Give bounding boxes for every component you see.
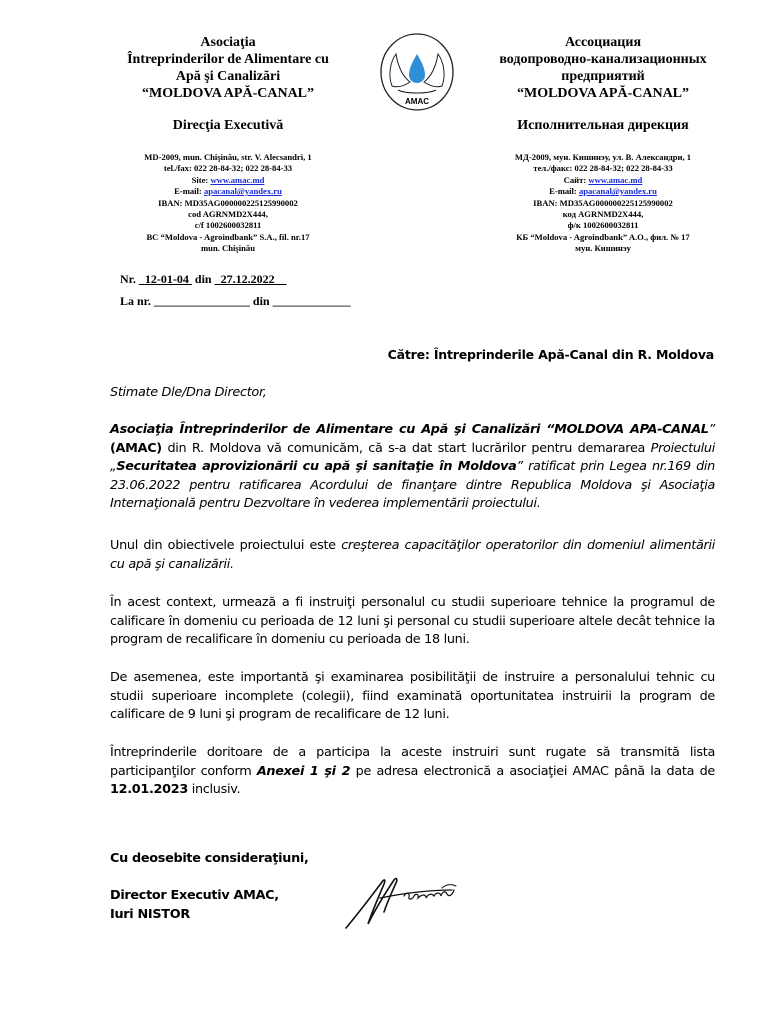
recipient: Către: Întreprinderile Apă-Canal din R. Moldova [387, 347, 714, 362]
contacts-ru: МД-2009, мун. Кишинэу, ул. В. Александри, 1 тел./факс: 022 28-84-32; 022 28-84-33 Сайт: www.amac.md E-mail: apacanal@yandex.ru IBAN: MD35AG000000225125990002 код AGRNMD2X444, ф/к 1002600032811 КБ “Moldova - Agroindbank” A.O., фил. № 17 мун. Кишинэу [514, 152, 692, 254]
email-link-ru[interactable]: apacanal@yandex.ru [578, 186, 657, 197]
paragraph-3: În acest context, urmează a fi instruiţi personalul cu studii superioare tehnice la programul de calificare în domeniu cu perioada de 12 luni şi personal cu studii superioare altele decât tehnice la program de recalificare în domeniu cu perioada de 18 luni. [110, 595, 715, 647]
org-name-ru: Ассоциация водопроводно-канализационных предприятий “MOLDOVA APĂ-CANAL” [499, 35, 707, 101]
site-link[interactable]: www.amac.md [210, 174, 265, 185]
registration-number: Nr. 12-01-04 din 27.12.2022 [120, 272, 275, 286]
closing: Cu deosebite consideraţiuni, [110, 851, 309, 866]
site-link-ru[interactable]: www.amac.md [588, 174, 643, 185]
salutation: Stimate Dle/Dna Director, [110, 385, 267, 400]
org-name-ro: Asociaţia Întreprinderilor de Alimentare cu Apă şi Canalizări “MOLDOVA APĂ-CANAL” [127, 35, 329, 101]
signatory-name: Iuri NISTOR [110, 907, 190, 922]
contacts-ro: MD-2009, mun. Chişinău, str. V. Alecsandri, 1 tel./fax: 022 28-84-32; 022 28-84-33 Site: www.amac.md E-mail: apacanal@yandex.ru IBAN: MD35AG000000225125990002 cod AGRNMD2X444, c/f 1002600032811 BC “Moldova - Agroindbank” S.A., fil. nr.17 mun. Chişinău [144, 152, 312, 254]
direction-ru: Исполнительная дирекция [517, 118, 689, 133]
amac-logo [378, 32, 456, 116]
header-left [103, 34, 353, 255]
reg-date-value: 27.12.2022 [220, 272, 275, 286]
paragraph-5: Întreprinderile doritoare de a participa la aceste instruiri sunt rugate să transmită lista participanţilor conform Anexei 1 şi 2 pe adresa electronică a asociaţiei AMAC până la data de 12.01.2023 inclusiv. [110, 745, 715, 797]
direction-ro: Direcţia Executivă [172, 118, 284, 133]
signatory-title: Director Executiv AMAC, [110, 888, 279, 903]
logo-text: AMAC [405, 97, 429, 106]
paragraph-2: Unul din obiectivele proiectului este creşterea capacităţilor operatorilor din domeniul alimentării cu apă şi canalizării. [110, 538, 715, 572]
paragraph-4: De asemenea, este importantă şi examinarea posibilităţii de instruire a personalului tehnic cu studii superioare incomplete (colegii), fiind examinată oportunitatea instruirii la program de calificare de 9 luni şi program de recalificare de 12 luni. [110, 670, 715, 722]
handwritten-signature [342, 872, 477, 932]
reference-number: La nr. ________________ din _____________ [120, 294, 351, 308]
reg-nr-value: 12-01-04 [144, 272, 189, 286]
email-link[interactable]: apacanal@yandex.ru [203, 186, 282, 197]
header-right [478, 34, 728, 255]
paragraph-1: Asociaţia Întreprinderilor de Alimentare cu Apă şi Canalizări “MOLDOVA APA-CANAL” (AMAC) din R. Moldova vă comunicăm, că s-a dat start lucrărilor pentru demararea Proiectului „Securitatea aprovizionării cu apă şi sanitaţie în Moldova” ratificat prin Legea nr.169 din 23.06.2022 pentru ratificarea Acordului de finanţare dintre Republica Moldova şi Asociaţia Internaţională pentru Dezvoltare în vederea implementării proiectului. [110, 422, 715, 511]
